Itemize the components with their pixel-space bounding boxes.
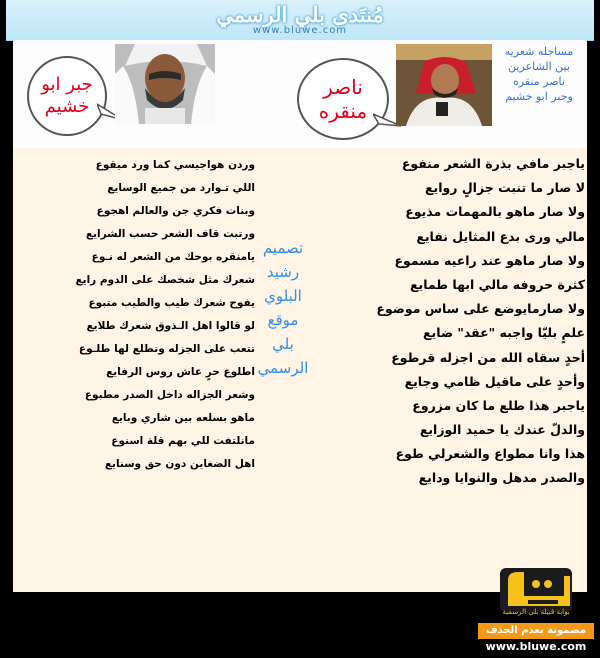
verse-line: ماهو بسلعه بين شاري وبايع	[111, 412, 255, 424]
verse-line: كثرة حروفه مالي ابها طمايع	[409, 276, 585, 292]
verse-line: اهل الضغاين دون حق وسنايع	[104, 458, 255, 470]
site-url[interactable]: www.bluwe.com	[485, 640, 587, 653]
design-credit	[251, 236, 315, 380]
verse-line: يفوح شعرك طيب والطيب متبوع	[88, 297, 255, 309]
verse-line: يامنقره بوحك من الشعر له نـوع	[91, 251, 255, 263]
verse-line: علمٍ بليّا واجبه "عقد" ضايع	[423, 325, 585, 341]
verse-line: ياجبر مافي بذرة الشعر منفوع	[401, 156, 585, 171]
logo-caption: بوابة قبيلة بلي الرسمية	[502, 608, 570, 616]
verse-line: اللي تـوارد من جميع الوسايع	[107, 182, 255, 194]
poem-poster	[13, 40, 587, 592]
verse-line: لا صار ما تنبت جزالٍ روايع	[425, 180, 585, 196]
design-credit-line: البلوي	[264, 287, 302, 305]
verse-line: وردن هواجيسي كما ورد ميقوع	[95, 159, 255, 171]
intro-caption	[491, 44, 587, 104]
intro-line: مساجله شعريه	[504, 45, 574, 58]
verse-line: لو قالوا اهل الـذوق شعرك طلايع	[86, 320, 255, 332]
design-credit-line: موقع	[267, 311, 299, 329]
forum-banner	[6, 0, 594, 41]
intro-line: بين الشاعرين	[508, 60, 570, 73]
design-credit-line: الرسمي	[257, 359, 309, 377]
verse-line: اطلوع حرٍ عاش روس الرفايع	[106, 366, 255, 378]
design-credit-line: بلي	[272, 335, 294, 353]
photo-jabr-abu-khashim	[115, 44, 215, 124]
design-credit-line: تصميم	[262, 239, 304, 257]
poem-column-jabr	[17, 154, 255, 476]
verse-line: وبنات فكري جن والعالم اهجوع	[96, 205, 255, 217]
verse-line: هذا وانا مطواع والشعرلي طوع	[395, 446, 585, 462]
forum-url[interactable]: www.bluwe.com	[252, 25, 348, 36]
design-credit-line: رشيد	[266, 263, 300, 281]
verse-line: ولا صار ماهو بالمهمات مذيوع	[405, 204, 585, 220]
verse-line: والصدر مدهل والنوايا ودايع	[418, 470, 585, 486]
poster-header	[13, 40, 587, 148]
poet-name-jabr: جبر ابو خشيم	[41, 74, 93, 117]
verse-line: ولا صار ماهو عند راعيه مسموع	[394, 252, 585, 268]
verse-line: مانلتفت للي بهم قلة اسنوع	[111, 435, 255, 447]
intro-line: وجبر ابو خشيم	[505, 90, 573, 103]
verse-line: وشعر الجزاله داخل الصدر مطبوع	[84, 389, 255, 401]
verse-line: أحدٍ سقاه الله من اجزله قرطوع	[391, 349, 585, 365]
verse-line: تتعب على الجزله وتطلع لها طلـوع	[78, 343, 255, 355]
verse-line: شعرك مثل شخصك على الدوم رايع	[75, 274, 255, 286]
poet-portrait-icon	[115, 44, 215, 124]
verse-line: مالي ورى بدع المثايل نفايع	[416, 228, 585, 244]
speech-bubble-left	[27, 56, 107, 136]
verse-line: والدلّ عندك يا حميد الوزايع	[419, 422, 585, 438]
photo-nasser-manqara	[396, 44, 492, 126]
intro-line: ناصر منقره	[513, 75, 565, 88]
verse-line: ورتبت قاف الشعر حسب الشرايع	[85, 228, 255, 240]
rights-badge: مضمونة بعدم الحذف	[478, 623, 594, 639]
forum-title: مُنتَدى بلي الرسمي	[216, 2, 384, 27]
verse-line: وأحدٍ على ماقيل ظامي وجايع	[404, 373, 585, 389]
poem-column-nasser	[327, 152, 585, 491]
poet-name-nasser: ناصر منقره	[318, 75, 368, 123]
poet-portrait-icon	[396, 44, 492, 126]
verse-line: ولا صارمايوضع على ساس موضوع	[376, 301, 585, 317]
verse-line: ياجبر هذا طلع ما كان مزروع	[412, 397, 585, 413]
